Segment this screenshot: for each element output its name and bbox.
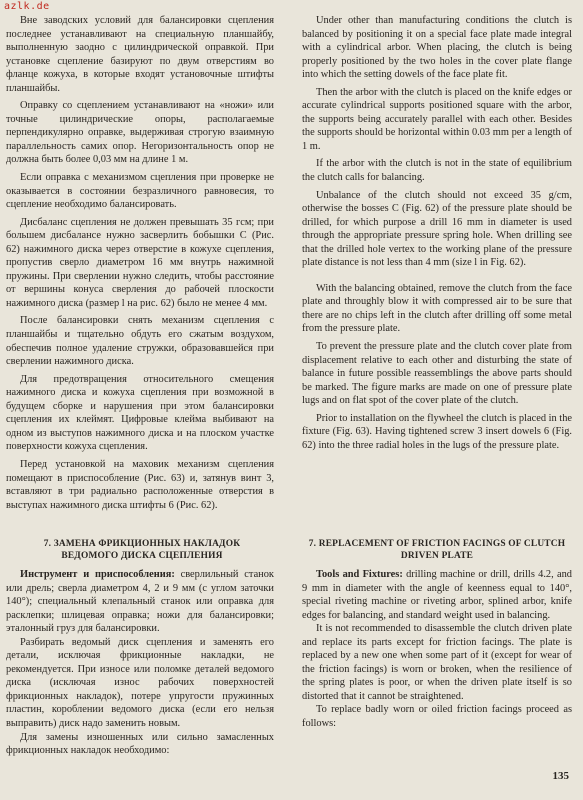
paragraph: It is not recommended to disassemble the clutch driven plate and replace its parts except for friction facings. The plate is replaced by a new one when some part of it (except for wear of the friction facings) is worn or broken, when the resilience of the spring plates is poor, or when the driven plate itself is so distorted that it cannot be straightened. [302,623,572,702]
english-column-bottom [302,568,572,731]
paragraph: Перед установкой на маховик механизм сцепления помещают в приспособление (Рис. 63) и, затянув винт 3, вставляют в три радиально расположенные отверстия в выступах нажимного диска штифты 6 (Рис. 62). [6,458,274,511]
paragraph: После балансировки снять механизм сцепления с планшайбы и тщательно обдуть его сжатым воздухом, обеспечив полное удаление стружки, образовавшейся при сверлении нажимного диска. [6,315,274,368]
tools-text: сверлильный станок или дрель; сверла диаметром 4, 2 и 9 мм (с углом заточки 140°); специальный клепальный станок или оправка для расклепки; шлицевая оправка; ножи для балансировки; эталонный груз для балансировки. [6,569,274,635]
tools-label: Инструмент и приспособления: [20,569,175,580]
paragraph: Вне заводских условий для балансировки сцепления последнее устанавливают на специальную планшайбу, выполненную заодно с цилиндрической оправкой. При установке сцепление базируют по двум отверстиям во фланце кожуха, в которые входят установочные штифты планшайбы. [6,15,274,94]
english-column-top [302,14,572,452]
paragraph: Оправку со сцеплением устанавливают на «ножи» или точные цилиндрические опоры, располагаемые перпендикулярно оправке, выдерживая строгую взаимную параллельность самих опор. Негоризонтальность опор не должна быть более 0,03 мм на длине 1 м. [6,100,274,166]
paragraph: Prior to installation on the flywheel the clutch is placed in the fixture (Fig. 63). Having tightened screw 3 insert dowels 6 (Fig. 62) into the three radial holes in the lugs of the pressure plate. [302,412,572,451]
russian-column-top [6,14,274,512]
section-heading-russian: 7. ЗАМЕНА ФРИКЦИОННЫХ НАКЛАДОК ВЕДОМОГО ДИСКА СЦЕПЛЕНИЯ [43,539,241,561]
paragraph: Разбирать ведомый диск сцепления и заменять его детали, исключая фрикционные накладки, не рекомендуется. При износе или поломке деталей ведомого диска (исключая износ рабочих поверхностей фрикционных накладок), потере упругости пружинных пластин, короблении ведомого диска (если его нельзя выправить) диск надо заменить новым. [6,636,274,730]
page-number: 135 [552,770,569,782]
tools-paragraph [6,568,274,636]
tools-text: drilling machine or drill, drills 4.2, and 9 mm in diameter with the angle of keenness equal to 140°, special riveting machine or riveting arbor, splined arbor, knife edges for balancing, and standard weight used in balancing. [302,569,572,621]
paragraph: Дисбаланс сцепления не должен превышать 35 гсм; при большем дисбалансе нужно засверлить бобышки С (Рис. 62) нажимного диска через отверстие в кожухе сцепления, пропустив сверло диаметром 16 мм внутрь нажимной пружины. При сверлении нужно следить, чтобы расстояние от вершины конуса сверления до рабочей плоскости нажимного диска (размер l на рис. 62) было не менее 4 мм. [6,216,274,309]
paragraph: With the balancing obtained, remove the clutch from the face plate and throughly blow it with compressed air to be sure that there are no chips left in the clutch after drilling off some metal from the pressure plate. [302,282,572,335]
paragraph: Для предотвращения относительного смещения нажимного диска и кожуха сцепления при возможной в будущем сборке и нарушения при этом балансировки сцепления их клеймят. Цифровые клейма выбивают на одном из выступов нажимного диска и на плоском участке поверхности кожуха сцепления. [6,373,274,453]
paragraph: If the arbor with the clutch is not in the state of equilibrium the clutch calls for balancing. [302,158,572,184]
paragraph: Если оправка с механизмом сцепления при проверке не оказывается в состоянии безразличного равновесия, то сцепление необходимо балансировать. [6,172,274,211]
paragraph: Under other than manufacturing conditions the clutch is balanced by positioning it on a special face plate made integral with a cylindrical arbor. When placing, the clutch is being properly positioned by the two holes in the cover plate flange into which the setting dowels of the face plate fit. [302,15,572,81]
tools-paragraph [302,568,572,622]
watermark-text: azlk.de [4,1,50,12]
section-heading-english: 7. REPLACEMENT OF FRICTION FACINGS OF CLUTCH DRIVEN PLATE [308,539,566,561]
paragraph: Для замены изношенных или сильно замасленных фрикционных накладок необходимо: [6,731,274,757]
paragraph: Then the arbor with the clutch is placed on the knife edges or accurate cylindrical supports positioned square with the arbor, the supports being accurately parallel with each other. Besides the supports should be horizontal within 0.03 mm per a length of 1 m. [302,86,572,152]
tools-label: Tools and Fixtures: [316,569,403,580]
russian-column-bottom [6,568,274,758]
paragraph: To replace badly worn or oiled friction facings proceed as follows: [302,704,572,730]
paragraph: To prevent the pressure plate and the clutch cover plate from displacement relative to each other and disturbing the state of balance in future possible reassemblings the above parts should be marked. The figure marks are made on one of pressure plate lugs and on flat spot of the cover plate of the clutch. [302,341,572,407]
paragraph: Unbalance of the clutch should not exceed 35 g/cm, otherwise the bosses C (Fig. 62) of the pressure plate should be drilled, for which purpose a drill 16 mm in diameter is used through the appropriate pressure spring hole. When drilling see that the drilled hole vertex to the working plane of the pressure plate distance is not less than 4 mm (size l in Fig. 62). [302,189,572,269]
